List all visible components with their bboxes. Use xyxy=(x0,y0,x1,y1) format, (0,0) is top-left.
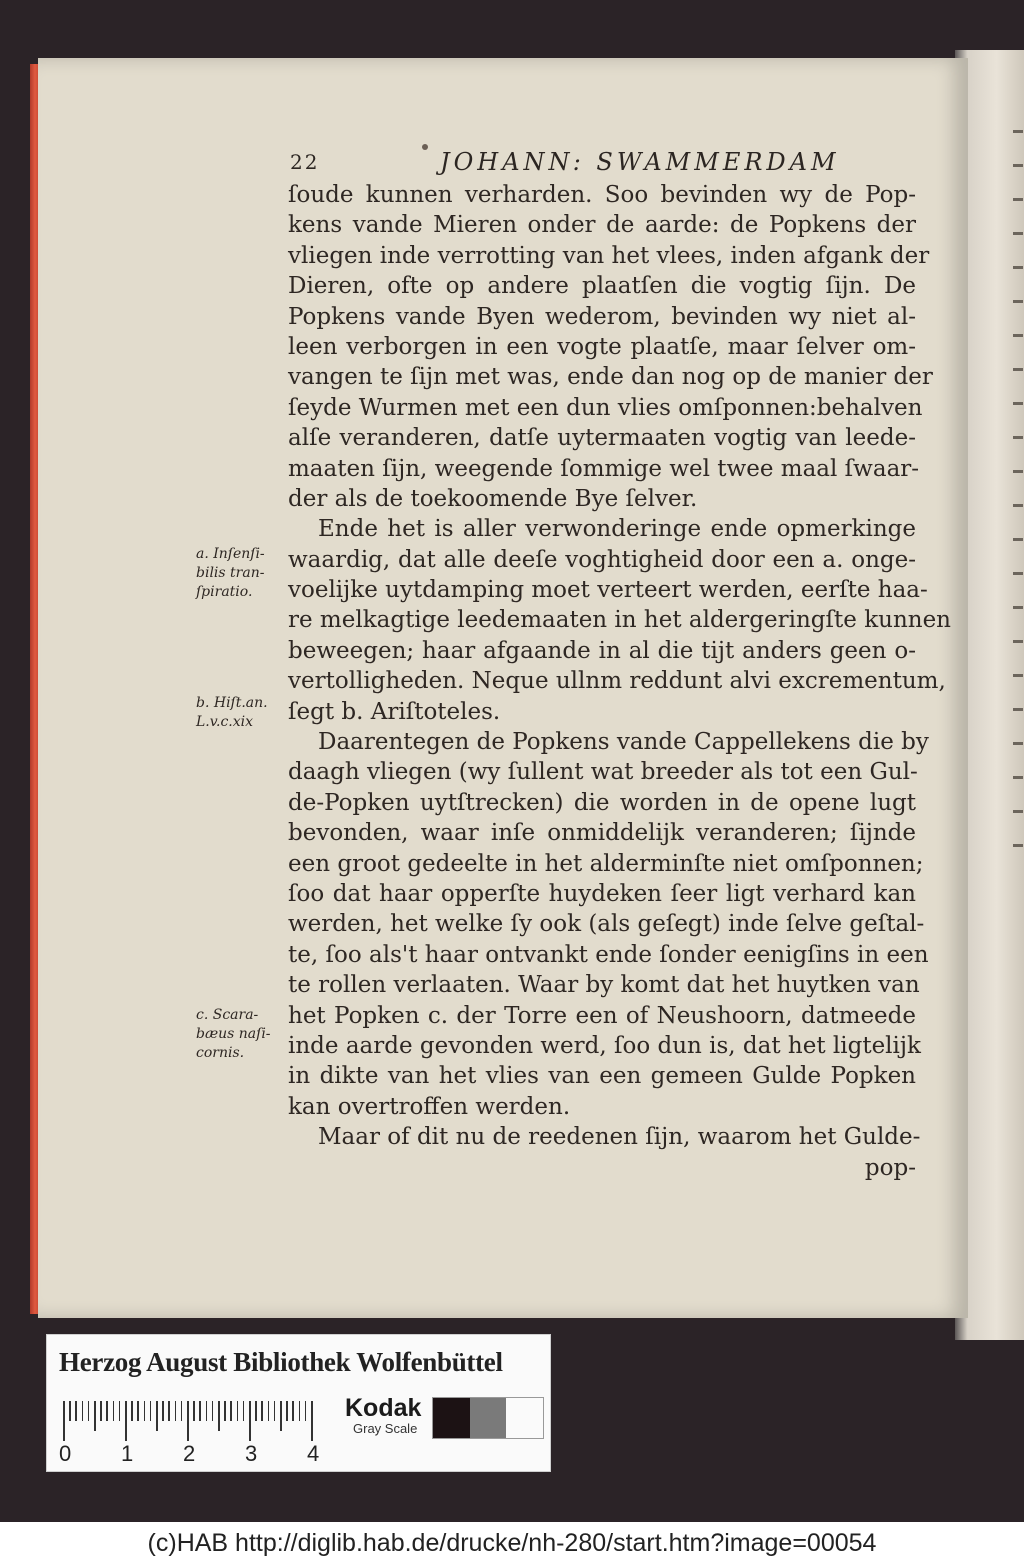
text-line: re melkagtige leedemaaten in het aldergeringſte kunnen xyxy=(288,607,951,634)
sidenote-line: c. Scara- xyxy=(196,1007,259,1023)
ruler-tick xyxy=(144,1401,146,1421)
text-line: Maar of dit nu de reedenen ſijn, waarom het Gulde- xyxy=(318,1124,921,1151)
ruler-tick xyxy=(131,1401,133,1421)
sidenote-line: L.v.c.xix xyxy=(196,714,254,730)
text-line: Ende het is aller verwonderinge ende opmerkinge xyxy=(318,516,916,543)
text-line: Dieren, ofte op andere plaatſen die vogtig ſijn. De xyxy=(288,273,916,300)
gray-scale-patches xyxy=(432,1397,544,1439)
sidenote-b xyxy=(196,694,268,732)
sidenote-line: b. Hiſt.an. xyxy=(196,695,268,711)
text-line: Daarentegen de Popkens vande Cappellekens die by xyxy=(318,729,929,756)
edge-mark xyxy=(1013,470,1023,473)
text-line: ſeyde Wurmen met een dun vlies omſponnen:behalven xyxy=(288,394,923,421)
ruler-tick xyxy=(175,1401,177,1421)
edge-mark xyxy=(1013,538,1023,541)
text-line: voelijke uytdamping moet verteert werden, eerſte haa- xyxy=(288,577,928,604)
text-line: daagh vliegen (wy ſullent wat breeder als tot een Gul- xyxy=(288,759,918,786)
ruler-tick xyxy=(82,1401,84,1421)
sidenote-c xyxy=(196,1006,271,1063)
ruler-tick xyxy=(94,1401,96,1431)
ruler-tick xyxy=(268,1401,270,1421)
ruler-number: 0 xyxy=(59,1441,72,1466)
ruler-tick xyxy=(88,1401,90,1421)
text-line: alſe veranderen, datſe uytermaaten vogtig van leede- xyxy=(288,425,916,452)
library-name: Herzog August Bibliothek Wolfenbüttel xyxy=(59,1347,503,1377)
text-line: in dikte van het vlies van een gemeen Gulde Popken xyxy=(288,1063,916,1090)
edge-mark xyxy=(1013,232,1023,235)
edge-mark xyxy=(1013,810,1023,813)
ruler-tick xyxy=(75,1401,77,1421)
ruler-tick xyxy=(243,1401,245,1421)
text-line: te, ſoo als't haar ontvankt ende ſonder eenigſins in een xyxy=(288,941,929,968)
ruler-tick xyxy=(230,1401,232,1421)
ruler-tick xyxy=(69,1401,71,1421)
edge-mark xyxy=(1013,776,1023,779)
ruler-number: 1 xyxy=(121,1441,134,1466)
ruler-tick xyxy=(212,1401,214,1421)
ruler-tick xyxy=(274,1401,276,1421)
ruler-tick xyxy=(168,1401,170,1421)
text-line: waardig, dat alle deeſe voghtigheid door een a. onge- xyxy=(288,546,916,573)
text-line: ſegt b. Ariſtoteles. xyxy=(288,698,501,725)
page-number: 22 xyxy=(290,150,320,174)
ruler-tick xyxy=(249,1401,251,1441)
library-color-card xyxy=(46,1334,551,1472)
text-line: ſoo dat haar opperſte huydeken ſeer ligt verhard kan xyxy=(288,880,916,907)
text-line: bevonden, waar inſe onmiddelijk veranderen; ſijnde xyxy=(288,820,916,847)
edge-mark xyxy=(1013,572,1023,575)
text-line: vliegen inde verrotting van het vlees, inden afgank der xyxy=(288,242,930,269)
running-title: JOHANN: SWAMMERDAM xyxy=(440,148,840,176)
ruler-tick xyxy=(299,1401,301,1421)
ruler-tick xyxy=(292,1401,294,1421)
text-line: der als de toekoomende Bye ſelver. xyxy=(288,485,698,512)
scale-ruler xyxy=(63,1401,338,1441)
gray-patch-mid xyxy=(470,1398,507,1438)
ruler-tick xyxy=(63,1401,65,1441)
text-line: vertolligheden. Neque ullnm reddunt alvi excrementum, xyxy=(288,668,946,695)
sidenote-line: bæus naſi- xyxy=(196,1026,271,1042)
ruler-tick xyxy=(261,1401,263,1421)
text-line: kens vande Mieren onder de aarde: de Popkens der xyxy=(288,212,916,239)
edge-mark xyxy=(1013,674,1023,677)
edge-mark xyxy=(1013,504,1023,507)
edge-mark xyxy=(1013,130,1023,133)
edge-mark xyxy=(1013,402,1023,405)
edge-mark xyxy=(1013,198,1023,201)
sidenote-line: bilis tran- xyxy=(196,565,265,581)
gray-patch-light xyxy=(506,1398,543,1438)
ruler-tick xyxy=(162,1401,164,1421)
ruler-number: 2 xyxy=(183,1441,196,1466)
catchword: pop- xyxy=(864,1154,916,1181)
ruler-tick xyxy=(137,1401,139,1421)
ruler-tick xyxy=(181,1401,183,1421)
text-line: de-Popken uytſtrecken) die worden in de opene lugt xyxy=(288,789,916,816)
ruler-tick xyxy=(113,1401,115,1421)
ruler-tick xyxy=(224,1401,226,1421)
edge-mark xyxy=(1013,844,1023,847)
text-line: vangen te ſijn met was, ende dan nog op de manier der xyxy=(288,364,933,391)
sidenote-a xyxy=(196,545,265,602)
ruler-tick xyxy=(311,1401,313,1441)
text-line: kan overtroffen werden. xyxy=(288,1093,571,1120)
ruler-numbers xyxy=(59,1441,349,1467)
edge-mark xyxy=(1013,436,1023,439)
ruler-tick xyxy=(280,1401,282,1431)
edge-mark xyxy=(1013,300,1023,303)
ruler-tick xyxy=(106,1401,108,1421)
text-line: ſoude kunnen verharden. Soo bevinden wy de Pop- xyxy=(288,182,916,208)
ruler-tick xyxy=(193,1401,195,1421)
ruler-tick xyxy=(119,1401,121,1421)
text-line: werden, het welke ſy ook (als geſegt) inde ſelve geſtal- xyxy=(288,911,925,938)
gray-patch-dark xyxy=(433,1398,470,1438)
ruler-number: 3 xyxy=(245,1441,258,1466)
edge-mark xyxy=(1013,368,1023,371)
edge-mark xyxy=(1013,606,1023,609)
running-head xyxy=(290,148,920,182)
sidenote-line: ſpiratio. xyxy=(196,584,253,600)
kodak-subtitle: Gray Scale xyxy=(353,1421,418,1436)
sidenote-line: a. Inſenſi- xyxy=(196,546,265,562)
edge-mark xyxy=(1013,708,1023,711)
text-line: een groot gedeelte in het alderminſte niet omſponnen; xyxy=(288,850,924,877)
ruler-tick xyxy=(199,1401,201,1421)
ruler-tick xyxy=(125,1401,127,1441)
sidenote-line: cornis. xyxy=(196,1045,245,1061)
edge-mark xyxy=(1013,266,1023,269)
ruler-number: 4 xyxy=(307,1441,320,1466)
kodak-label xyxy=(345,1395,435,1445)
edge-mark xyxy=(1013,334,1023,337)
text-line: het Popken c. der Torre een of Neushoorn, datmeede xyxy=(288,1002,916,1029)
ruler-tick xyxy=(255,1401,257,1421)
ruler-tick xyxy=(305,1401,307,1421)
text-line: Popkens vande Byen wederom, bevinden wy niet al- xyxy=(288,303,916,330)
ruler-tick xyxy=(100,1401,102,1421)
edge-mark xyxy=(1013,164,1023,167)
text-line: maaten ſijn, weegende ſommige wel twee maal ſwaar- xyxy=(288,455,920,482)
edge-mark xyxy=(1013,640,1023,643)
kodak-brand: Kodak xyxy=(345,1394,422,1422)
ruler-tick xyxy=(187,1401,189,1441)
ruler-tick xyxy=(218,1401,220,1431)
body-text xyxy=(288,180,951,1183)
footer-credit: (c)HAB http://diglib.hab.de/drucke/nh-280/start.htm?image=00054 xyxy=(0,1522,1024,1564)
ruler-tick xyxy=(150,1401,152,1421)
ruler-tick xyxy=(156,1401,158,1431)
text-line: te rollen verlaaten. Waar by komt dat het huytken van xyxy=(288,972,920,999)
ruler-tick xyxy=(286,1401,288,1421)
edge-mark xyxy=(1013,742,1023,745)
text-line: inde aarde gevonden werd, ſoo dun is, dat het ligtelijk xyxy=(288,1032,921,1059)
text-line: leen verborgen in een vogte plaatſe, maar ſelver om- xyxy=(288,333,916,360)
text-line: beweegen; haar afgaande in al die tijt anders geen o- xyxy=(288,637,916,664)
ruler-tick xyxy=(206,1401,208,1421)
ruler-tick xyxy=(237,1401,239,1421)
